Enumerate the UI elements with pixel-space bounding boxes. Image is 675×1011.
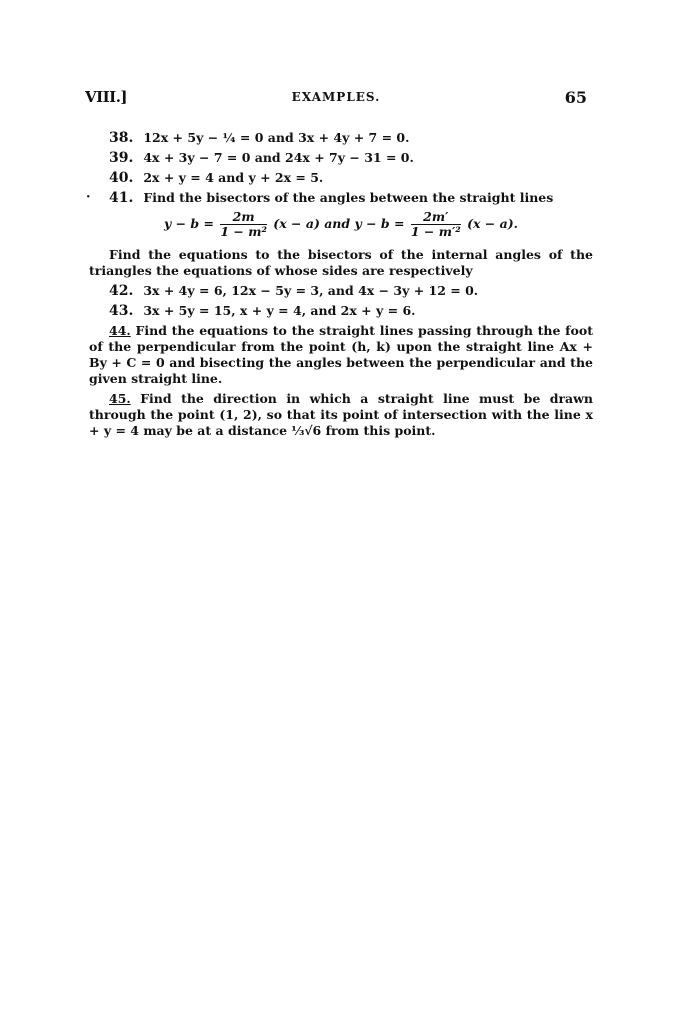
example-text: 3x + 5y = 15, x + y = 4, and 2x + y = 6.	[143, 303, 416, 318]
example-45	[89, 391, 593, 439]
example-39	[89, 150, 593, 166]
example-number: 43.	[109, 303, 134, 319]
example-text: Find the direction in which a straight line must be drawn through the point (1, 2), so that its point of intersection with the line x + y = 4 may be at a distance ⅓√6 from this point.	[89, 391, 593, 438]
example-text: Find the bisectors of the angles between the straight lines	[143, 190, 554, 205]
fraction-2	[411, 210, 461, 239]
chapter-marker: VIII.]	[85, 88, 128, 106]
example-42	[89, 283, 593, 299]
example-number: 45.	[109, 391, 131, 406]
example-41	[86, 190, 593, 206]
formula-lhs: y − b =	[163, 216, 214, 231]
example-38	[89, 130, 593, 146]
bisector-intro: Find the equations to the bisectors of the internal angles of the triangles the equations of whose sides are respectively	[89, 247, 593, 278]
example-number: 39.	[109, 150, 134, 166]
fraction-denominator: 1 − m²	[220, 224, 267, 239]
fraction-1	[220, 210, 267, 239]
example-44	[89, 323, 593, 387]
running-header	[85, 88, 587, 112]
example-number: 38.	[109, 130, 134, 146]
example-text: 2x + y = 4 and y + 2x = 5.	[143, 170, 324, 185]
example-number: 44.	[109, 323, 131, 338]
example-40	[89, 170, 593, 186]
formula-middle: (x − a) and y − b =	[273, 216, 405, 231]
example-text: 3x + 4y = 6, 12x − 5y = 3, and 4x − 3y + 12 = 0.	[143, 283, 479, 298]
fraction-numerator: 2m	[220, 210, 267, 225]
fraction-denominator: 1 − m′²	[410, 224, 461, 239]
fraction-numerator: 2m′	[411, 210, 461, 225]
margin-dot: ·	[86, 190, 91, 205]
example-number: 42.	[109, 283, 134, 299]
bisector-formula	[89, 210, 593, 239]
page-number: 65	[564, 88, 587, 107]
example-text: 4x + 3y − 7 = 0 and 24x + 7y − 31 = 0.	[143, 150, 414, 165]
running-title: EXAMPLES.	[291, 90, 381, 104]
example-number: 41.	[109, 190, 134, 206]
formula-end: (x − a).	[467, 216, 519, 231]
example-text: Find the equations to the straight lines passing through the foot of the perpendicular from the point (h, k) upon the straight line Ax + By + C = 0 and bisecting the angles between the perpendicular and the given straight line.	[89, 323, 593, 386]
example-43	[89, 303, 593, 319]
example-number: 40.	[109, 170, 134, 186]
example-text: 12x + 5y − ¼ = 0 and 3x + 4y + 7 = 0.	[143, 130, 410, 145]
page-body	[86, 130, 593, 443]
